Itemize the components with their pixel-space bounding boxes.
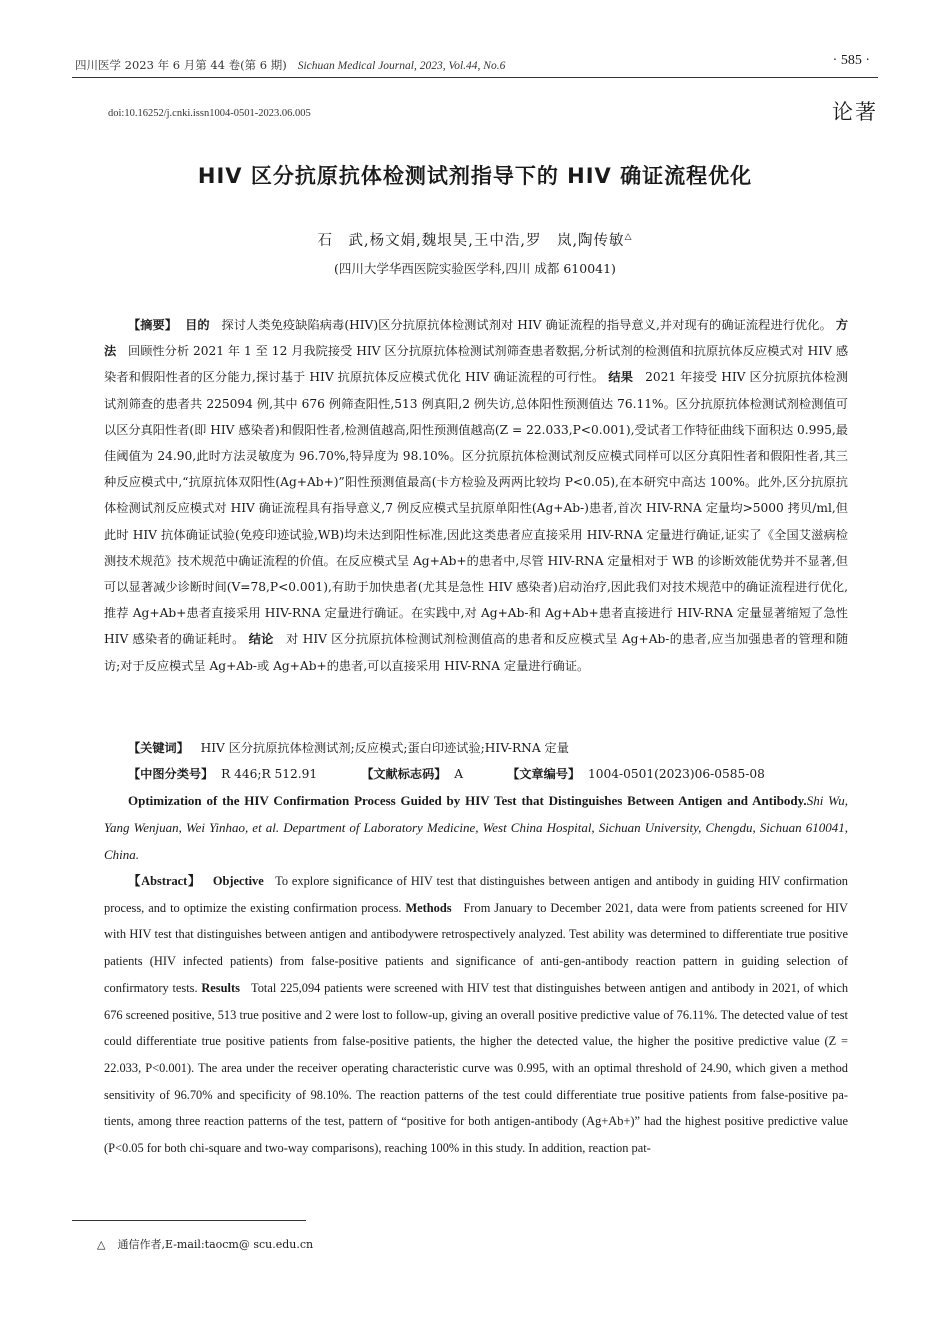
- en-abstract-label: 【Abstract】: [128, 874, 202, 888]
- abstract-label: 【摘要】: [128, 318, 178, 332]
- section-tag: 论著: [832, 100, 878, 124]
- header-rule: [72, 77, 878, 78]
- english-authors: Shi Wu, Yang Wenjuan, Wei Yinhao, et al. Department of Laboratory Medicine, West China Hospital, Sichuan University, Chengdu, Sichuan 610041, China.: [104, 793, 848, 862]
- abstract-en: [104, 868, 848, 1162]
- classification-line: [128, 761, 848, 787]
- en-methods-label: Methods: [405, 900, 452, 915]
- results-label: 结果: [608, 370, 634, 385]
- journal-en: Sichuan Medical Journal, 2023, Vol.44, No.6: [297, 60, 506, 72]
- author-list: 石 武,杨文娟,魏垠昊,王中浩,罗 岚,陶传敏: [317, 233, 625, 249]
- affiliation: (四川大学华西医院实验医学科,四川 成都 610041): [334, 261, 616, 276]
- footnote: [97, 1236, 313, 1252]
- clc-value: R 446;R 512.91: [221, 767, 318, 781]
- journal-cn: 四川医学 2023 年 6 月第 44 卷(第 6 期): [75, 58, 287, 72]
- keywords-text: HIV 区分抗原抗体检测试剂;反应模式;蛋白印迹试验;HIV-RNA 定量: [200, 741, 569, 755]
- corresponding-mark: △: [624, 232, 633, 243]
- results-text: 2021 年接受 HIV 区分抗原抗体检测试剂筛查的患者共 225094 例,其中 676 例筛查阳性,513 例真阳,2 例失访,总体阳性预测值达 76.11%。区分抗原抗体检测试剂检测值可以区分真阳性者(即 HIV 感染者)和假阳性者,检测值越高,阳性预测值越高(Z = 22.033,P<0.001),受试者工作特征曲线下面积达 0.995,最佳阈值为 24.90,此时方法灵敏度为 96.70%,特异度为 98.10%。区分抗原抗体检测试剂反应模式同样可以区分真阳性者和假阳性者,其三种反应模式中,“抗原抗体双阳性(Ag+Ab+)”阳性预测值最高(卡方检验及两两比较均 P<0.05),在本研究中高达 100%。此外,区分抗原抗体检测试剂反应模式对 HIV 确证流程具有指导意义,7 例反应模式呈抗原单阳性(Ag+Ab-)患者,首次 HIV-RNA 定量均>5000 拷贝/ml,但此时 HIV 抗体确证试验(免疫印迹试验,WB)均未达到阳性标准,因此这类患者应直接采用 HIV-RNA 定量进行确证,证实了《全国艾滋病检测技术规范》技术规范中确证流程的价值。在反应模式呈 Ag+Ab+的患者中,尽管 HIV-RNA 定量相对于 WB 的诊断效能优势并不显著,但可以显著减少诊断时间(V=78,P<0.001),有助于加快患者(尤其是急性 HIV 感染者)启动治疗,因此我们对技术规范中的确证流程进行优化,推荐 Ag+Ab+患者直接采用 HIV-RNA 定量进行确证。在实践中,对 Ag+Ab-和 Ag+Ab+患者直接进行 HIV-RNA 定量显著缩短了急性 HIV 感染者的确证耗时。: [104, 370, 849, 647]
- doc-code-label: 【文献标志码】: [361, 767, 447, 781]
- conclusion-label: 结论: [248, 632, 274, 647]
- article-no-label: 【文章编号】: [507, 767, 581, 781]
- en-results-label: Results: [201, 980, 240, 995]
- footnote-text: 通信作者,E-mail:taocm@ scu.edu.cn: [117, 1238, 314, 1251]
- running-header: [75, 57, 505, 73]
- conclusion-text: 对 HIV 区分抗原抗体检测试剂检测值高的患者和反应模式呈 Ag+Ab-的患者,应当加强患者的管理和随访;对于反应模式呈 Ag+Ab-或 Ag+Ab+的患者,可以直接采用 HIV-RNA 定量进行确证。: [104, 632, 849, 673]
- doc-code-value: A: [454, 767, 464, 781]
- en-objective-text: To explore significance of HIV test that distinguishes between antigen and antibody in guiding HIV confirmation process, and to optimize the existing confirmation process.: [104, 874, 849, 915]
- en-objective-label: Objective: [212, 874, 264, 888]
- authors: [0, 229, 950, 250]
- clc-label: 【中图分类号】: [128, 767, 214, 781]
- keywords: [104, 735, 848, 761]
- doi: doi:10.16252/j.cnki.issn1004-0501-2023.06.005: [108, 108, 311, 119]
- objective-label: 目的: [185, 318, 210, 332]
- english-title-block: [104, 787, 848, 868]
- paper-title: HIV 区分抗原抗体检测试剂指导下的 HIV 确证流程优化: [197, 164, 753, 188]
- abstract-cn: [104, 312, 848, 679]
- article-no-value: 1004-0501(2023)06-0585-08: [587, 767, 765, 781]
- english-title: Optimization of the HIV Confirmation Process Guided by HIV Test that Distinguishes Between Antigen and Antibody.: [128, 793, 807, 808]
- footnote-rule: [72, 1220, 306, 1221]
- page-number: · 585 ·: [832, 53, 870, 68]
- footnote-mark: △: [97, 1238, 106, 1251]
- en-results-text: Total 225,094 patients were screened with HIV test that distinguishes between antigen and antibody in 2021, of which 676 screened positive, 513 true positive and 2 were lost to follow-up, giving an overall positive predictive value of 76.11%. The detected value of test could differentiate true positive patients from false-positive patients, the higher the detected value, the higher the positive predictive value (Z = 22.033, P<0.001). The area under the receiver operating characteristic curve was 0.995, with an optimal threshold of 24.90, which given a method sensitivity of 96.70% and specificity of 98.10%. The reaction patterns of the test could differentiate true positive patients from false-positive pa-tients, among three reaction patterns of the test, pattern of “positive for both antigen-antibody (Ag+Ab+)” had the highest positive predictive value (P<0.05 for both chi-square and two-way comparisons), reaching 100% in this study. In addition, reaction pat-: [104, 980, 849, 1156]
- methods-text: 回顾性分析 2021 年 1 至 12 月我院接受 HIV 区分抗原抗体检测试剂筛查患者数据,分析试剂的检测值和抗原抗体反应模式对 HIV 感染者和假阳性者的区分能力,探讨基于 HIV 抗原抗体反应模式优化 HIV 确证流程的可行性。: [104, 344, 849, 385]
- en-methods-text: From January to December 2021, data were from patients screened for HIV with HIV test that distinguishes between antigen and antibodywere retrospectively analyzed. Test ability was determined to differentiate true positive patients (HIV infected patients) from false-positive patients and significance of anti-gen-antibody reaction pattern in guiding selection of confirmatory tests.: [104, 900, 848, 995]
- objective-text: 探讨人类免疫缺陷病毒(HIV)区分抗原抗体检测试剂对 HIV 确证流程的指导意义,并对现有的确证流程进行优化。: [221, 318, 832, 332]
- keywords-label: 【关键词】: [128, 741, 189, 755]
- methods-label: 方法: [104, 318, 849, 359]
